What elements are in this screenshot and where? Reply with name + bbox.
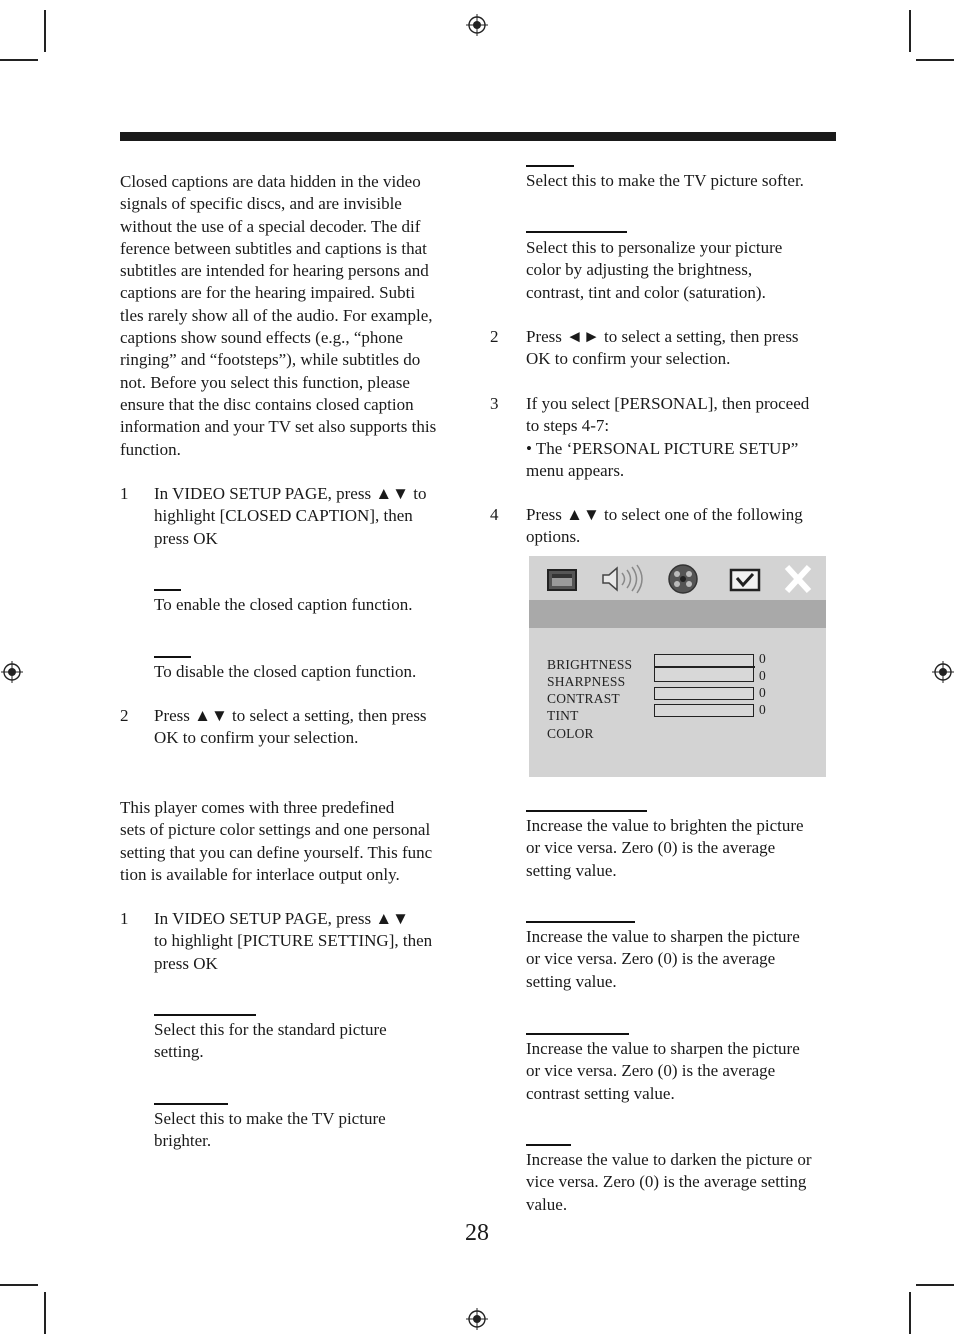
menu-item-value: 0 [759,668,766,683]
registration-mark-icon [1,661,23,683]
brightness-description: Increase the value to brighten the picture or vice versa. Zero (0) is the average setting value. [526,816,804,880]
step-number: 3 [490,394,499,413]
personal-picture-setup-menu [529,556,826,777]
right-step3-text: If you select [PERSONAL], then proceed to steps 4-7: • The ‘PERSONAL PICTURE SETUP” menu appears. [526,394,810,480]
crop-mark [44,1292,46,1334]
crop-mark [909,10,911,52]
on-option-description: To enable the closed caption function. [154,595,413,614]
contrast-slider [654,687,754,700]
picture-icon [545,564,579,594]
cc-step1-text: In VIDEO SETUP PAGE, press ▲▼ to highlight [CLOSED CAPTION], then press OK [154,484,427,548]
menu-item-label: COLOR [547,726,594,741]
off-option-description: To disable the closed caption function. [154,662,417,681]
brightness-slider [654,654,754,682]
step-number: 1 [120,909,129,928]
menu-header-strip [529,600,826,628]
sharpness-option-rule [526,921,635,923]
slider-divider [654,666,755,668]
tint-slider [654,704,754,717]
step-number: 1 [120,484,129,503]
right-step4-text: Press ▲▼ to select one of the following options. [526,505,803,547]
menu-item-label: CONTRAST [547,691,620,706]
registration-mark-icon [932,661,954,683]
checkbox-icon [728,564,762,594]
menu-item-label: SHARPNESS [547,674,626,689]
registration-mark-icon [466,14,488,36]
bright-option-rule [154,1103,228,1105]
crop-mark [916,1284,954,1286]
menu-item-value: 0 [759,651,766,666]
crop-mark [0,59,38,61]
header-bar [120,132,836,141]
standard-option-description: Select this for the standard picture setting. [154,1020,387,1062]
crop-mark [916,59,954,61]
tint-option-rule [526,1144,571,1146]
crop-mark [44,10,46,52]
brightness-option-rule [526,810,647,812]
personal-option-rule [526,231,627,233]
on-option-rule [154,589,181,591]
soft-option-description: Select this to make the TV picture softer. [526,171,804,190]
picture-setting-intro: This player comes with three predefined sets of picture color settings and one personal setting that you can define yourself. This func tion is available for interlace output only. [120,798,433,884]
off-option-rule [154,656,191,658]
page-number: 28 [465,1220,489,1246]
picture-step1-text: In VIDEO SETUP PAGE, press ▲▼ to highlight [PICTURE SETTING], then press OK [154,909,433,973]
sharpness-description: Increase the value to sharpen the picture or vice versa. Zero (0) is the average setting value. [526,927,800,991]
menu-item-value: 0 [759,685,766,700]
closed-caption-intro: Closed captions are data hidden in the video signals of specific discs, and are invisible without the use of a special decoder. The dif ference between subtitles and captions is that subtitles are intended for hearing persons and captions are for the hearing impaired. Subti tles rarely show all of the audio. For example, captions show sound effects (e.g., “phone ringing” and “footsteps”), while subtitles do not. Before you select this function, please ensure that the disc contains closed caption information and your TV set also supports this function. [120,172,437,459]
tint-description: Increase the value to darken the picture or vice versa. Zero (0) is the average setting value. [526,1150,812,1214]
personal-option-description: Select this to personalize your picture color by adjusting the brightness, contrast, tint and color (saturation). [526,238,783,302]
crop-mark [0,1284,38,1286]
menu-item-value: 0 [759,702,766,717]
registration-mark-icon [466,1308,488,1330]
speaker-icon [599,564,651,594]
contrast-option-rule [526,1033,629,1035]
right-step2-text: Press ◄► to select a setting, then press OK to confirm your selection. [526,327,799,369]
bright-option-description: Select this to make the TV picture brighter. [154,1109,386,1151]
soft-option-rule [526,165,574,167]
step-number: 2 [120,706,129,725]
cc-step2-text: Press ▲▼ to select a setting, then press OK to confirm your selection. [154,706,427,748]
disc-icon [666,564,700,594]
menu-item-label: BRIGHTNESS [547,657,633,672]
crop-mark [909,1292,911,1334]
menu-item-label: TINT [547,708,579,723]
step-number: 2 [490,327,499,346]
standard-option-rule [154,1014,256,1016]
close-icon [781,564,815,594]
contrast-description: Increase the value to sharpen the picture or vice versa. Zero (0) is the average contrast setting value. [526,1039,800,1103]
step-number: 4 [490,505,499,524]
